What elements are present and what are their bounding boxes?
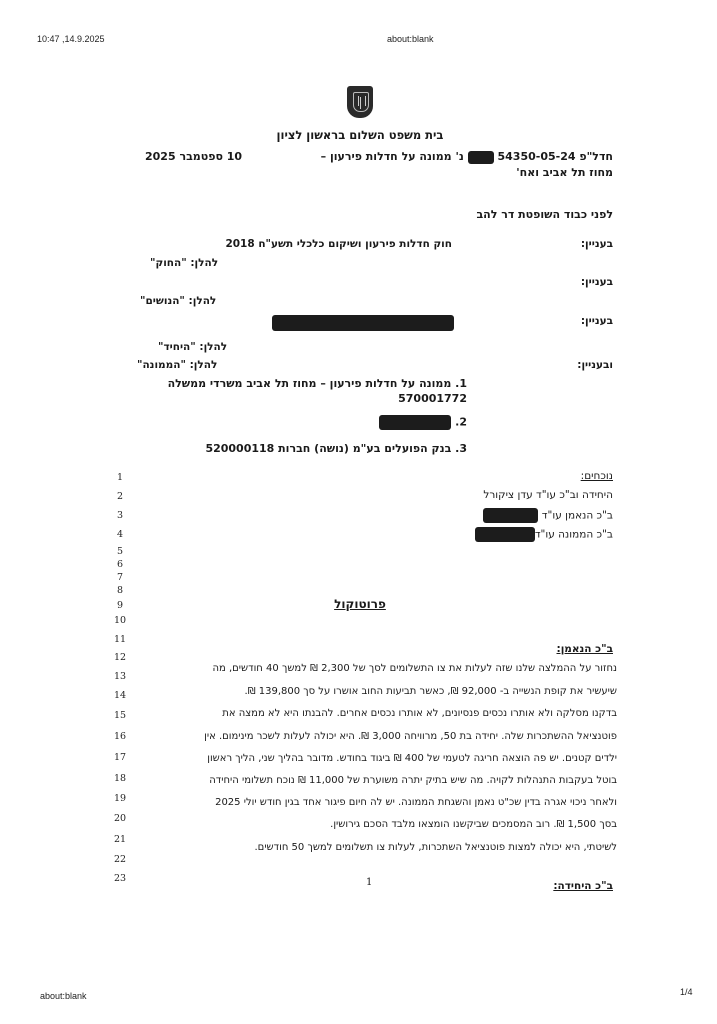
print-page-count: 1/4 [680,987,693,997]
case-number: חדל"פ 54350-05-24 [497,150,613,163]
line-number: 14 [113,690,127,701]
line-number: 23 [113,873,127,884]
line-number: 10 [113,615,127,626]
line-number: 9 [116,600,124,611]
body-line: בסך 1,500 ₪. רוב המסמכים שביקשנו הומצאו מלבד הסכם גירושין. [330,819,617,830]
line-number: 13 [113,671,127,682]
judge-line: לפני כבוד השופטת דר להב [476,208,613,221]
line-number: 12 [113,652,127,663]
matter-label: בעניין: [580,315,613,327]
redaction [379,415,451,430]
present-1: היחידה וב"כ עו"ד עדן ציקורל [483,489,613,501]
body-line: לשיטתי, היא יכולה למצות פוטנציאל השתכרות, לעלות צו תשלומים למשך 50 חודשים. [254,842,617,853]
matter-label: בעניין: [580,276,613,288]
line-number: 8 [116,585,124,596]
body-line: פוטנציאל ההשתכרות שלה. יחידה בת 50, מרוויחה 3,000 ₪. היא יכולה לעלות לשכר מינימום. אין [204,731,617,742]
party-1: 1. ממונה על חדלות פירעון – מחוז תל אביב משרדי ממשלה [167,377,467,390]
line-number: 16 [113,731,127,742]
print-url: about:blank [40,991,87,1001]
matter-value: חוק חדלות פירעון ושיקום כלכלי תשע"ח 2018 [225,238,452,250]
case-header [283,150,613,164]
line-number: 3 [116,510,124,521]
body-line: ילדים קטנים. יש פה הוצאה חריגה לטעמי של 400 ₪ ביגוד בחודש. מדובר בהליך שני, הליך ראשון [207,753,617,764]
body-line: שיעשיר את קופת הנשייה ב- 92,000 ₪, כאשר תביעות החוב אושרו על סך 139,800 ₪. [244,686,617,697]
line-number: 20 [113,813,127,824]
hereinafter: להלן: "הממונה" [137,359,218,371]
print-datetime: 10:47 ,14.9.2025 [37,34,105,44]
present-label: נוכחים: [580,470,613,482]
party-1-id: 570001772 [398,392,467,405]
line-number: 11 [113,634,127,645]
hereinafter: להלן: "היחיד" [158,341,228,353]
trustee-heading: ב"כ הנאמן: [556,643,613,655]
line-number: 2 [116,491,124,502]
case-title-part1: נ' ממונה על חדלות פירעון – [320,150,464,163]
redaction [468,151,494,164]
line-number: 7 [116,572,124,583]
protocol-title: פרוטוקול [334,597,386,611]
line-number: 5 [116,546,124,557]
present-2: ב"כ הנאמן עו"ד [483,508,613,523]
body-line: נחזור על ההמלצה שלנו שזה לעלות את צו התשלומים לסך של 2,300 ₪ למשך 40 חודשים, מה [212,663,617,674]
debtor-heading: ב"כ היחידה: [553,880,613,892]
hearing-date: 10 ספטמבר 2025 [145,150,243,163]
redaction [475,527,535,542]
redaction [483,508,538,523]
line-number: 6 [116,559,124,570]
page-number: 1 [366,877,373,888]
matter-label: ובעניין: [577,359,613,371]
body-line: בדקנו מסלקה ולא אותרו נכסים פנסיונים, לא אותרו נכסים אחרים. להבנתו היא לא ממצה את [222,708,617,719]
body-line: ולאחר ניכוי אגרה בדין שכ"ט נאמן והשגחת הממונה. יש לה חיום פיגור אחד בגין חודש יולי 2025 [215,797,617,808]
redaction [272,315,454,331]
line-number: 15 [113,710,127,721]
hereinafter: להלן: "החוק" [150,257,219,269]
present-3: ב"כ הממונה עו"ד [475,527,613,542]
party-2: 2. [147,415,467,430]
case-title-part2: מחוז תל אביב ואח' [516,166,613,179]
line-number: 4 [116,529,124,540]
matter-label: בעניין: [580,238,613,250]
line-number: 21 [113,834,127,845]
line-number: 18 [113,773,127,784]
body-line: בוטל בעקבות התנהלות לקויה. מה שיש בתיק יתרה משוערת של 11,000 ₪ נוכח תשלומי היחידה [209,775,617,786]
print-title: about:blank [387,34,434,44]
line-number: 1 [116,472,124,483]
line-number: 19 [113,793,127,804]
line-number: 17 [113,752,127,763]
court-name: בית משפט השלום בראשון לציון [276,128,444,142]
hereinafter: להלן: "הנושים" [140,295,217,307]
party-3: 3. בנק הפועלים בע"מ (נושה) חברות 520000118 [205,442,467,455]
line-number: 22 [113,854,127,865]
state-emblem-icon [347,86,373,118]
